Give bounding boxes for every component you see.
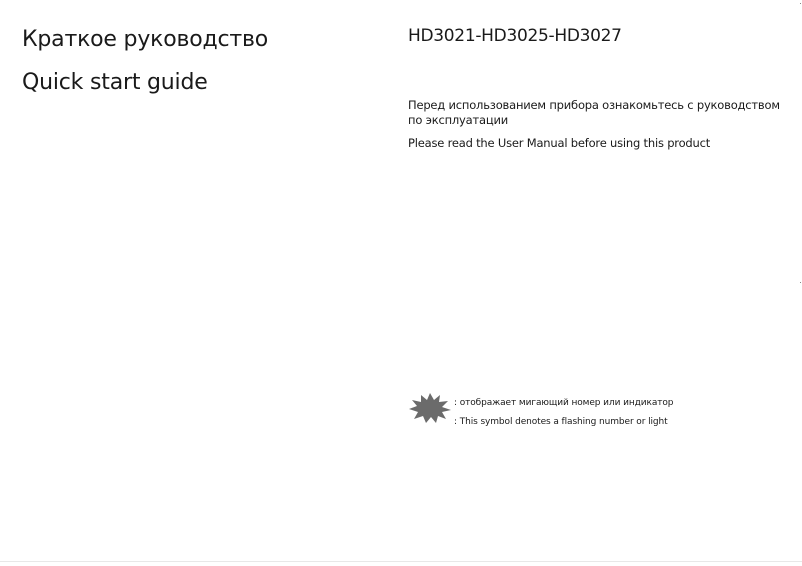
page-title-ru: Краткое руководство [22,27,269,52]
notice-ru: Перед использованием прибора ознакомьтесь с руководством по эксплуатации [408,98,780,127]
page-bottom-rule [0,561,802,562]
legend-text-en: : This symbol denotes a flashing number or light [454,417,668,427]
crop-mark-middle [800,282,801,283]
page-title-en: Quick start guide [22,70,208,95]
legend-text-ru: : отображает мигающий номер или индикатор [454,398,674,408]
notice-en: Please read the User Manual before using this product [408,136,711,150]
flashing-star-icon [408,392,452,424]
flashing-star-shape [409,393,451,423]
flashing-symbol-legend [408,392,788,432]
crop-mark-top [800,3,801,4]
model-number: HD3021-HD3025-HD3027 [408,26,622,46]
